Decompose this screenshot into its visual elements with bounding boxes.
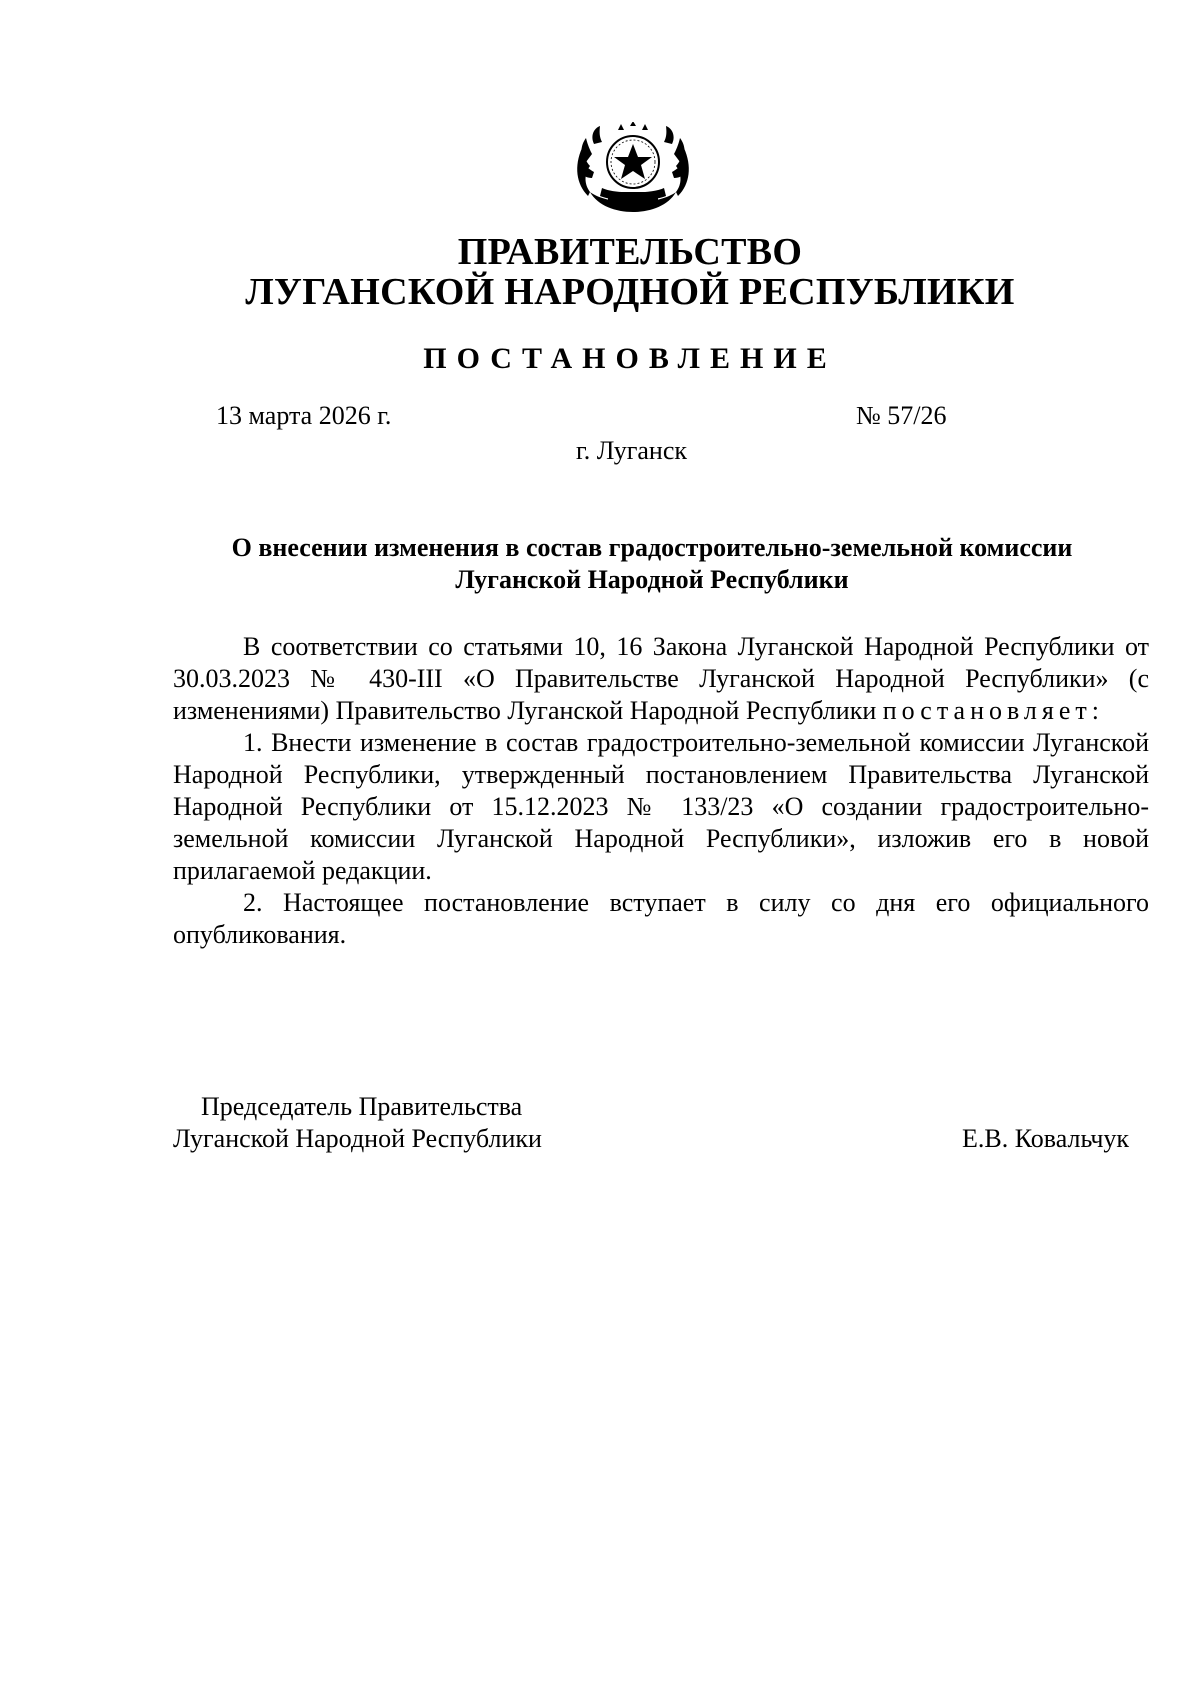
item-2-paragraph: 2. Настоящее постановление вступает в силу со дня его официального опубликования. [173,888,1149,949]
preamble-text: В соответствии со статьями 10, 16 Закона Луганской Народной Республики от 30.03.2023 № 430-III «О Правительстве Луганской Народной Республики» (с изменениями) Правительство Луганской Народной Республики [173,632,1149,725]
signatory-position-line1: Председатель Правительства [201,1092,523,1121]
document-type-title: ПОСТАНОВЛЕНИЕ [423,342,837,375]
preamble-paragraph [173,631,1149,727]
subject-line2: Луганской Народной Республики [455,565,849,594]
coat-of-arms-icon [568,122,698,214]
government-name-line2: ЛУГАНСКОЙ НАРОДНОЙ РЕСПУБЛИКИ [245,271,1015,313]
document-subject [172,532,1132,596]
document-number: № 57/26 [856,401,947,430]
government-name-line1: ПРАВИТЕЛЬСТВО [457,231,803,273]
signatory-name: Е.В. Ковальчук [962,1124,1130,1153]
signatory-position [173,1091,542,1155]
document-body [173,631,1149,951]
item-1-paragraph: 1. Внести изменение в состав градостроительно-земельной комиссии Луганской Народной Республики, утвержденный постановлением Правительства Луганской Народной Республики от 15.12.2023 № 133/23 «О создании градостроительно-земельной комиссии Луганской Народной Республики», изложив его в новой прилагаемой редакции. [173,728,1149,885]
document-city: г. Луганск [576,436,688,465]
document-date: 13 марта 2026 г. [216,401,392,430]
decree-word: постановляет: [882,696,1104,725]
signatory-position-line2: Луганской Народной Республики [173,1124,542,1153]
subject-line1: О внесении изменения в состав градостроительно-земельной комиссии [231,533,1073,562]
